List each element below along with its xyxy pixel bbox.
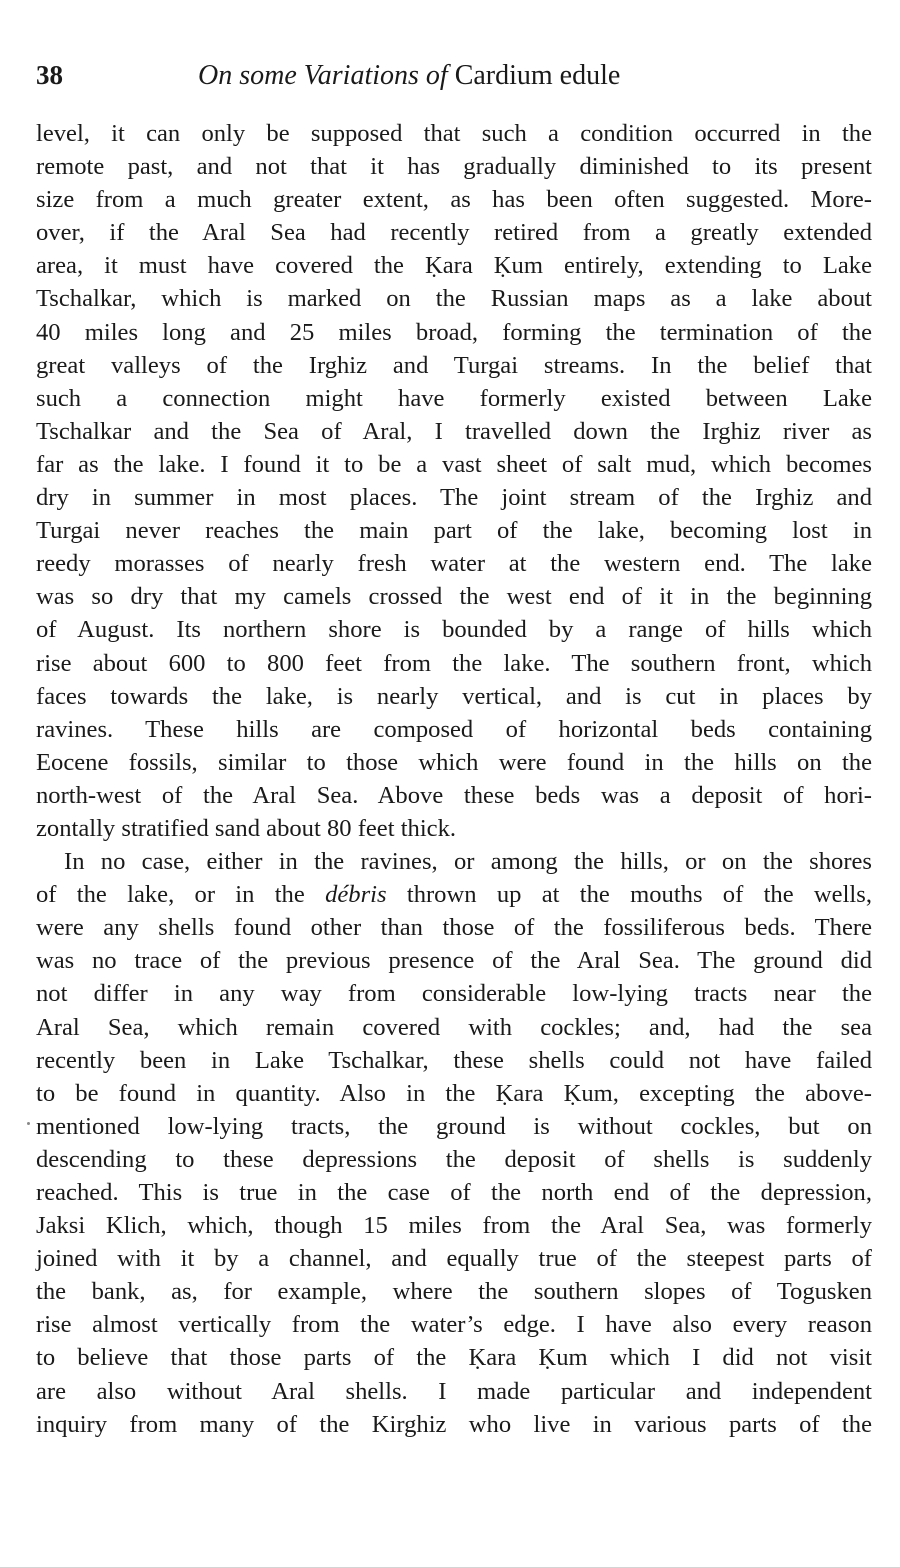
text-line (36, 878, 872, 911)
text-line: far as the lake. I found it to be a vast sheet of salt mud, which becomes (36, 450, 872, 478)
text-line: dry in summer in most places. The joint stream of the Irghiz and (36, 484, 872, 512)
running-title-roman: Cardium edule (454, 60, 621, 91)
text-line: were any shells found other than those of the fossiliferous beds. There (36, 914, 872, 942)
body-text (36, 117, 872, 1441)
margin-mark (27, 1122, 30, 1125)
text-line: In no case, either in the ravines, or among the hills, or on the shores (64, 848, 872, 876)
text-line: Turgai never reaches the main part of the lake, becoming lost in (36, 517, 872, 545)
text-line: area, it must have covered the Ḳara Ḳum entirely, extending to Lake (36, 252, 872, 280)
italic-term: débris (325, 881, 387, 909)
text-line: not differ in any way from considerable low-lying tracts near the (36, 980, 872, 1008)
text-run: thrown up at the mouths of the wells, (406, 881, 872, 909)
text-line: size from a much greater extent, as has been often suggested. More- (36, 186, 872, 214)
text-line: recently been in Lake Tschalkar, these shells could not have failed (36, 1046, 872, 1074)
text-line: 40 miles long and 25 miles broad, forming the termination of the (36, 318, 872, 346)
text-line: joined with it by a channel, and equally true of the steepest parts of (36, 1245, 872, 1273)
text-line: great valleys of the Irghiz and Turgai streams. In the belief that (36, 351, 872, 379)
text-line: level, it can only be supposed that such a condition occurred in the (36, 120, 872, 147)
running-head (36, 60, 872, 100)
text-line: rise about 600 to 800 feet from the lake. The southern front, which (36, 649, 872, 677)
running-title-italic: On some Variations of (198, 60, 448, 91)
text-line: are also without Aral shells. I made particular and independent (36, 1377, 872, 1405)
page-number: 38 (36, 60, 63, 90)
text-line: such a connection might have formerly existed between Lake (36, 384, 872, 412)
text-line: zontally stratified sand about 80 feet thick. (36, 814, 457, 842)
text-line: Tschalkar, which is marked on the Russian maps as a lake about (36, 285, 872, 313)
text-run: of the lake, or in the (36, 881, 305, 909)
text-line: was no trace of the previous presence of the Aral Sea. The ground did (36, 947, 872, 975)
running-title (198, 60, 620, 92)
text-line: mentioned low-lying tracts, the ground is without cockles, but on (36, 1112, 872, 1140)
text-line: reedy morasses of nearly fresh water at the western end. The lake (36, 550, 872, 578)
text-line: Tschalkar and the Sea of Aral, I travelled down the Irghiz river as (36, 417, 872, 445)
text-line: over, if the Aral Sea had recently retired from a greatly extended (36, 219, 872, 247)
text-line: the bank, as, for example, where the southern slopes of Togusken (36, 1278, 872, 1306)
text-line: was so dry that my camels crossed the west end of it in the beginning (36, 583, 872, 611)
text-line: inquiry from many of the Kirghiz who live in various parts of the (36, 1410, 872, 1438)
text-line: to be found in quantity. Also in the Ḳara Ḳum, excepting the above- (36, 1079, 872, 1107)
text-line: north-west of the Aral Sea. Above these beds was a deposit of hori- (36, 781, 872, 809)
text-line: of August. Its northern shore is bounded by a range of hills which (36, 616, 872, 644)
text-line: Jaksi Klich, which, though 15 miles from the Aral Sea, was formerly (36, 1212, 872, 1240)
text-line: faces towards the lake, is nearly vertical, and is cut in places by (36, 682, 872, 710)
text-line: ravines. These hills are composed of horizontal beds containing (36, 715, 872, 743)
text-line: rise almost vertically from the water’s edge. I have also every reason (36, 1311, 872, 1339)
text-line: remote past, and not that it has gradually diminished to its present (36, 153, 872, 181)
text-line: Aral Sea, which remain covered with cockles; and, had the sea (36, 1013, 872, 1041)
text-line: to believe that those parts of the Ḳara Ḳum which I did not visit (36, 1344, 872, 1372)
text-line: descending to these depressions the deposit of shells is suddenly (36, 1145, 872, 1173)
text-line: reached. This is true in the case of the north end of the depression, (36, 1179, 872, 1206)
text-line: Eocene fossils, similar to those which were found in the hills on the (36, 748, 872, 776)
